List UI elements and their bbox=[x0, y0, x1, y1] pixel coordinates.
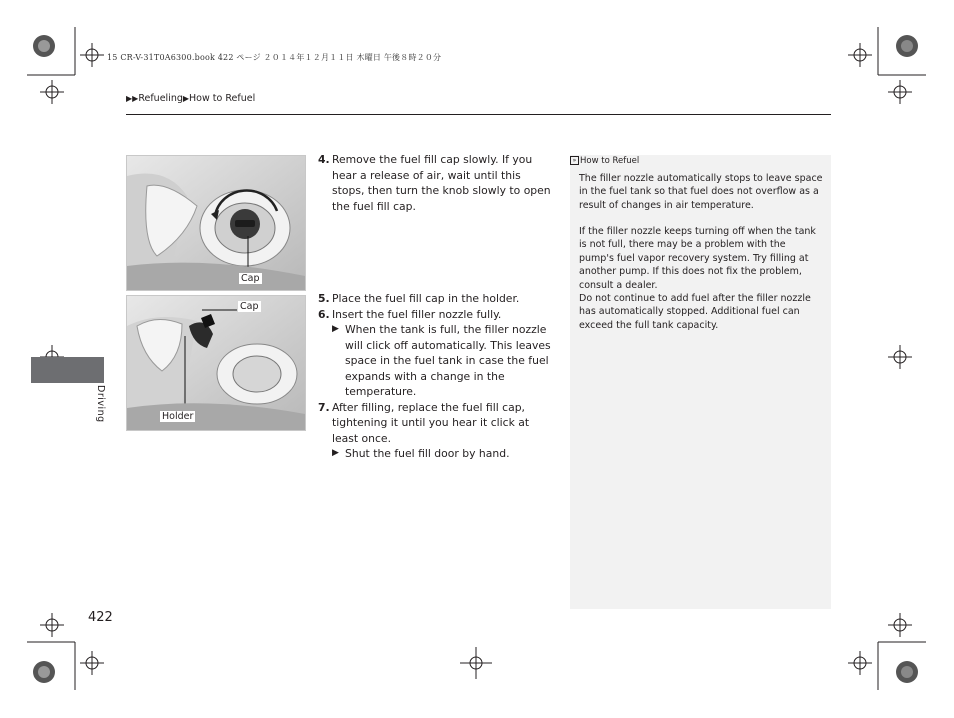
fuel-door-holder-illustration bbox=[127, 296, 305, 430]
note-title bbox=[570, 156, 639, 166]
page-number: 422 bbox=[88, 610, 113, 625]
note-link-icon: » bbox=[570, 156, 579, 165]
breadcrumb-page[interactable]: How to Refuel bbox=[189, 93, 256, 104]
file-stamp: 15 CR-V-31T0A6300.book 422 ページ ２０１４年１２月１１日 木曜日 午後８時２０分 bbox=[107, 53, 442, 62]
chapter-side-label: Driving bbox=[95, 385, 106, 423]
step-number: 7. bbox=[318, 400, 330, 414]
fuel-cap-photo-2 bbox=[126, 295, 306, 431]
note-box bbox=[570, 155, 831, 609]
step-number: 4. bbox=[318, 153, 330, 166]
breadcrumb bbox=[126, 93, 255, 104]
fuel-door-illustration bbox=[127, 156, 305, 290]
callout-cap-2: Cap bbox=[240, 301, 259, 312]
steps-5-7 bbox=[318, 291, 556, 462]
fuel-cap-photo-1 bbox=[126, 155, 306, 291]
step-7 bbox=[318, 400, 556, 447]
step-5 bbox=[318, 291, 556, 307]
substep-arrow-icon: ▶ bbox=[332, 448, 339, 458]
step-text: Insert the fuel filler nozzle fully. bbox=[332, 307, 502, 321]
crosshair-target-icon bbox=[80, 43, 104, 67]
substep-arrow-icon: ▶ bbox=[332, 324, 339, 334]
step-text: Place the fuel fill cap in the holder. bbox=[332, 292, 520, 305]
substep-text: Shut the fuel fill door by hand. bbox=[345, 447, 510, 460]
step-6 bbox=[318, 307, 556, 323]
callout-cap-1: Cap bbox=[241, 273, 260, 284]
step-7-substep bbox=[318, 446, 556, 462]
substep-text: When the tank is full, the filler nozzle will click off automatically. This leaves space in the fuel tank in case the fuel expands with a change in the temperature. bbox=[345, 323, 551, 398]
callout-holder: Holder bbox=[162, 411, 194, 422]
step-6-substep bbox=[318, 322, 556, 400]
step-text: After filling, replace the fuel fill cap, tightening it until you hear it click at least once. bbox=[332, 400, 530, 445]
step-text: Remove the fuel fill cap slowly. If you hear a release of air, wait until this stops, then turn the knob slowly to open the fuel fill cap. bbox=[332, 153, 551, 213]
note-paragraph-3: Do not continue to add fuel after the filler nozzle has automatically stopped. Additional fuel can exceed the full tank capacity. bbox=[579, 293, 811, 331]
breadcrumb-separator: ▶ bbox=[182, 94, 190, 103]
step-number: 6. bbox=[318, 307, 330, 321]
step-number: 5. bbox=[318, 292, 330, 305]
note-paragraph-2: If the filler nozzle keeps turning off when the tank is not full, there may be a problem with the pump's fuel vapor recovery system. Try filling at another pump. If this does not fix the problem, consult a dealer. bbox=[579, 226, 816, 291]
chapter-side-tab bbox=[31, 357, 104, 383]
header-rule bbox=[126, 114, 831, 115]
breadcrumb-section[interactable]: Refueling bbox=[138, 93, 183, 104]
breadcrumb-arrows: ▶▶ bbox=[126, 94, 139, 103]
note-title-text[interactable]: How to Refuel bbox=[580, 156, 640, 166]
note-paragraph-1: The filler nozzle automatically stops to leave space in the fuel tank so that fuel does not overflow as a result of changes in air temperature. bbox=[579, 173, 823, 211]
step-4 bbox=[318, 152, 556, 214]
